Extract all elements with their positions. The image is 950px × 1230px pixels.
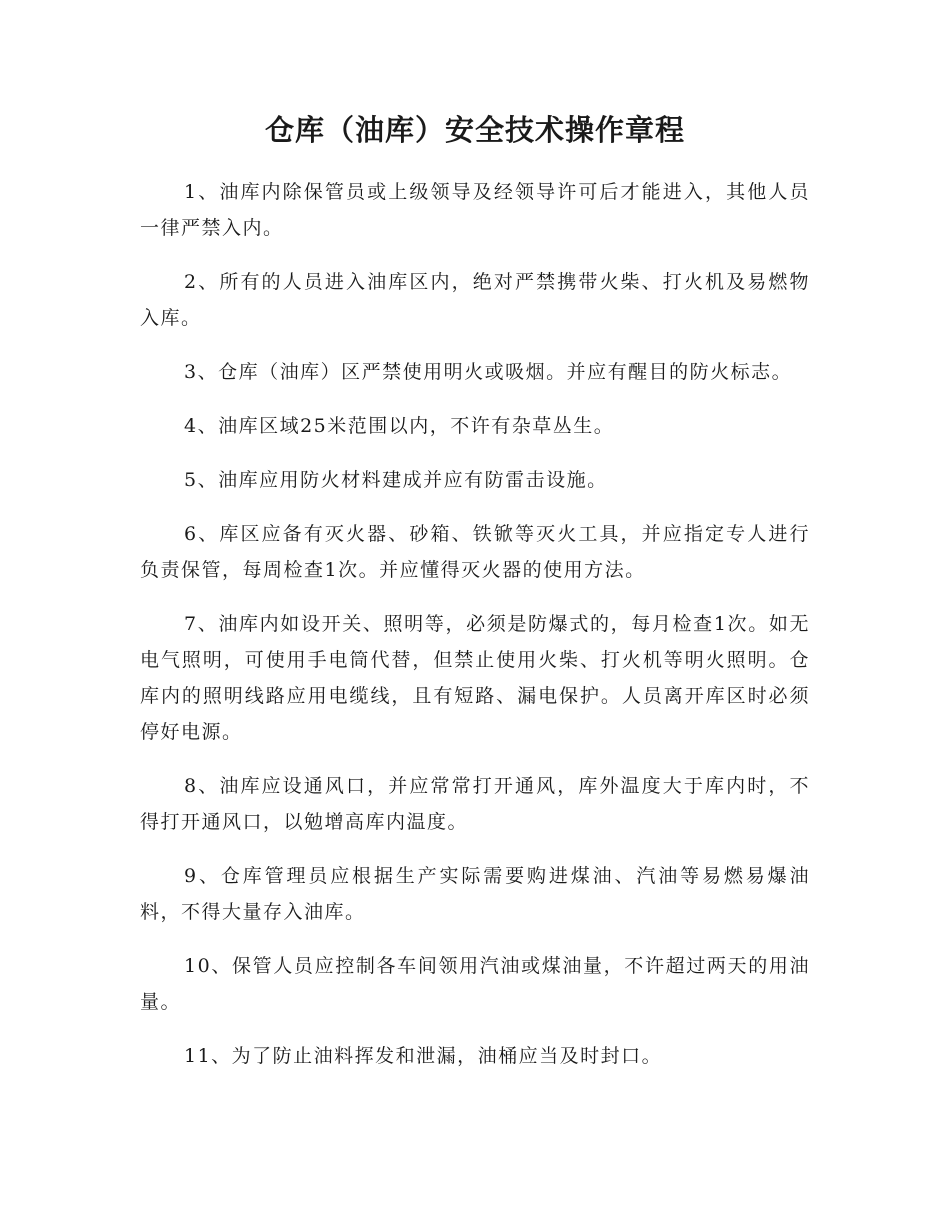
paragraph-10: 10、保管人员应控制各车间领用汽油或煤油量，不许超过两天的用油量。 bbox=[140, 955, 810, 1013]
paragraph-5: 5、油库应用防火材料建成并应有防雷击设施。 bbox=[184, 469, 608, 491]
paragraph-6: 6、库区应备有灭火器、砂箱、铁锨等灭火工具，并应指定专人进行负责保管，每周检查1次。并应懂得灭火器的使用方法。 bbox=[140, 523, 810, 581]
paragraph-11: 11、为了防止油料挥发和泄漏，油桶应当及时封口。 bbox=[184, 1045, 663, 1067]
paragraph-1: 1、油库内除保管员或上级领导及经领导许可后才能进入，其他人员一律严禁入内。 bbox=[140, 181, 810, 239]
paragraph-2: 2、所有的人员进入油库区内，绝对严禁携带火柴、打火机及易燃物入库。 bbox=[140, 271, 810, 329]
paragraph-3: 3、仓库（油库）区严禁使用明火或吸烟。并应有醒目的防火标志。 bbox=[184, 361, 793, 383]
paragraph-4: 4、油库区域25米范围以内，不许有杂草丛生。 bbox=[184, 415, 615, 437]
document-title: 仓库（油库）安全技术操作章程 bbox=[264, 113, 685, 147]
paragraph-8: 8、油库应设通风口，并应常常打开通风，库外温度大于库内时，不得打开通风口，以勉增高库内温度。 bbox=[140, 775, 810, 833]
paragraph-7: 7、油库内如设开关、照明等，必须是防爆式的，每月检查1次。如无电气照明，可使用手电筒代替，但禁止使用火柴、打火机等明火照明。仓库内的照明线路应用电缆线，且有短路、漏电保护。人员离开库区时必须停好电源。 bbox=[140, 613, 810, 743]
paragraph-9: 9、仓库管理员应根据生产实际需要购进煤油、汽油等易燃易爆油料，不得大量存入油库。 bbox=[140, 865, 810, 923]
document-page bbox=[140, 108, 810, 1092]
